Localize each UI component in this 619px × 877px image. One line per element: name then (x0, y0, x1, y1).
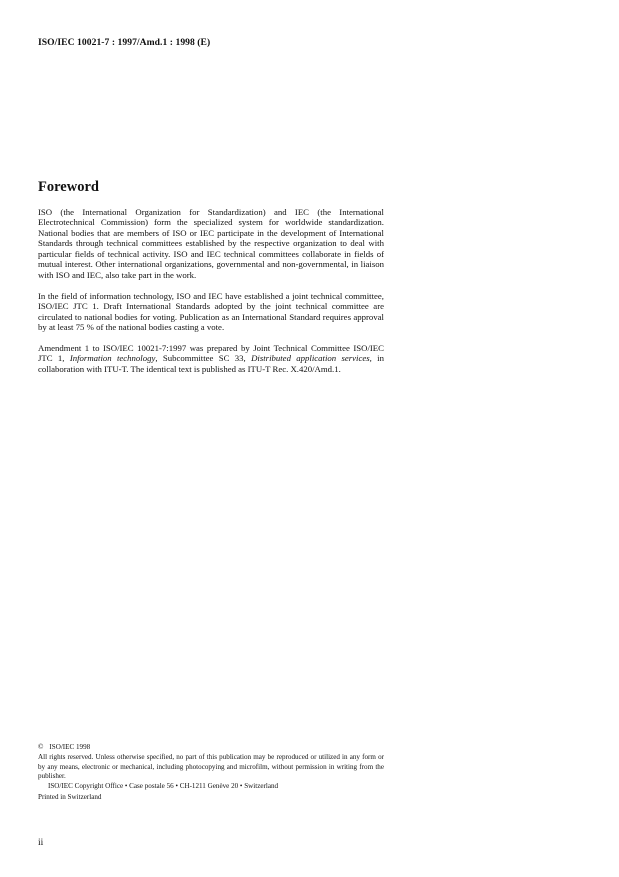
copyright-notice (38, 743, 384, 803)
copyright-owner: ISO/IEC 1998 (49, 743, 91, 751)
paragraph-amendment (38, 343, 384, 374)
copyright-symbol: © (38, 743, 44, 751)
paragraph-iso-iec: ISO (the International Organization for Standardization) and IEC (the International Electrotechnical Commission) form the specialized system for worldwide standardization. National bodies that are members of ISO or IEC participate in the development of International Standards through technical committees established by the respective organization to deal with particular fields of technical activity. ISO and IEC technical committees collaborate in fields of mutual interest. Other international organizations, governmental and non-governmental, in liaison with ISO and IEC, also take part in the work. (38, 207, 384, 280)
amendment-italic-subcommittee: Distributed application services, (251, 353, 372, 364)
printed-location: Printed in Switzerland (38, 793, 102, 802)
rights-statement: All rights reserved. Unless otherwise specified, no part of this publication may be reproduced or utilized in any form or by any means, electronic or mechanical, including photocopying and microfilm, without permission in writing from the publisher. (38, 753, 384, 780)
copyright-office-address: ISO/IEC Copyright Office • Case postale 56 • CH-1211 Genève 20 • Switzerland (48, 782, 279, 791)
copyright-line (38, 743, 384, 752)
amendment-text-part3: in collaboration with ITU-T. The identical text is published as ITU-T Rec. X.420/Amd.1. (38, 353, 384, 374)
foreword-body (38, 207, 384, 385)
amendment-italic-committee: Information technology (69, 353, 156, 364)
page-number: ii (38, 838, 44, 848)
document-header: ISO/IEC 10021-7 : 1997/Amd.1 : 1998 (E) (38, 37, 211, 48)
paragraph-jtc1: In the field of information technology, ISO and IEC have established a joint technical committee, ISO/IEC JTC 1. Draft International Standards adopted by the joint technical committee are circulated to national bodies for voting. Publication as an International Standard requires approval by at least 75 % of the national bodies casting a vote. (38, 290, 384, 333)
amendment-text-part1: Amendment 1 to ISO/IEC 10021-7:1997 was prepared by Joint Technical Committee ISO/IEC JTC 1, (38, 342, 384, 364)
amendment-text-part2: , Subcommittee SC 33, (155, 353, 252, 364)
section-title: Foreword (38, 179, 99, 195)
